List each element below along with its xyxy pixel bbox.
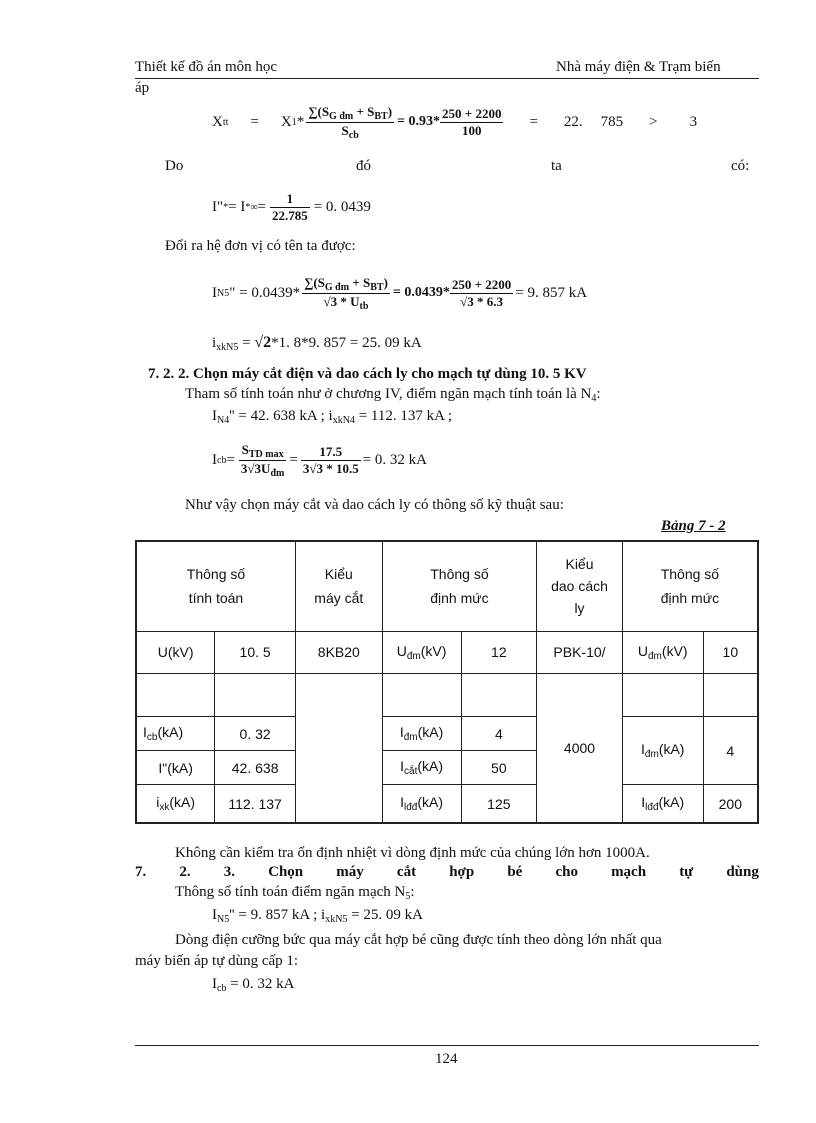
cell-rated-param-2: $U_{đm}(kV)$ [622,631,703,673]
table-row [136,717,758,751]
cell-rated-value: 125 [461,785,537,823]
header-rule [135,78,759,79]
cell-rated-value: 12 [461,631,537,673]
do-word: đó [356,158,371,174]
equation-ixk: $i_{xkN5} = √2*1$. 8*9. 857 = 25. 09 kA [212,334,422,353]
cell-breaker-type: 8KB20 [295,631,382,673]
cell-param: I"(kA) [136,751,215,785]
header-rated: Thông số định mức [382,541,537,631]
section-heading-723: 7. 2. 3. Chọn máy cắt hợp bé cho mạch tự dùng [135,864,759,880]
equation-i-star: I" * = I *∞ = $\frac{1}{22.785}$ = 0. 0439 [212,190,371,223]
table-row [136,631,758,673]
header-right: Nhà máy điện & Trạm biến [556,59,721,75]
equation-icb: I cb = $\frac{S_{TD max}}{3√3U_{đm}}$ = $\frac{17.5}{3√3 * 10.5}$ = 0. 32 kA [212,441,428,479]
equation-xtt: X tt = X 1 * $\frac{\sum(S_{G đm} + S_{BT})}{S_{cb}}$ = 0.93* $\frac{250 + 2200}{100}$ = 22. 785 > 3 [212,103,698,141]
cell-rated-param-2: $I_{lđđ}(kA)$ [622,785,703,823]
table-caption: Bảng 7 - 2 [661,518,726,534]
cell-rated-param-2: $I_{đm}(kA)$ [622,717,703,785]
cell-disconnector-rating: 4000 [537,673,623,823]
do-word: có: [731,158,750,174]
header-left: Thiết kế đồ án môn học [135,59,278,75]
section-heading-722: 7. 2. 2. Chọn máy cắt điện và dao cách ly cho mạch tự dùng 10. 5 KV [148,366,587,382]
cell-breaker-type-empty [295,673,382,823]
cell-rated-value-2: 4 [703,717,758,785]
do-word: Do [165,158,184,174]
cell-value: 0. 32 [215,717,296,751]
cell-rated-param: $I_{đm}(kA)$ [382,717,461,751]
cell-rated-param: $U_{đm}(kV)$ [382,631,461,673]
param-line: Tham số tính toán như ở chương IV, điểm ngăn mạch tính toán là $N_4$: [185,386,601,404]
cell-rated-value-2: 200 [703,785,758,823]
cell-disconnector-type: PBK-10/ [537,631,623,673]
no-check-text: Không cần kiểm tra ổn định nhiệt vì dòng định mức của chúng lớn hơn 1000A. [175,845,650,861]
page-number: 124 [435,1051,458,1067]
in5-line: $I_{N5}'' = 9$. 857 kA ; $i_{xkN5} = 25$. 09 kA [212,907,423,925]
cell-value: 10. 5 [215,631,296,673]
header-breaker-type: Kiểu máy cắt [295,541,382,631]
cell-rated-value: 4 [461,717,537,751]
table-row-empty [136,673,758,716]
cell-param: U(kV) [136,631,215,673]
equation-in5: I N5 " = 0.0439* $\frac{\sum(S_{G đm} + S_{BT})}{√3 * U_{tb}}$ = 0.0439* $\frac{250 + 2200}{√3 * 6.3}$ = 9. 857 kA [212,274,588,312]
paragraph-line-2: máy biến áp tự dùng cấp 1: [135,953,299,969]
cell-value: 42. 638 [215,751,296,785]
cell-value: 112. 137 [215,785,296,823]
cell-rated-value-2: 10 [703,631,758,673]
cell-param: $I_{cb}(kA)$ [136,717,215,751]
cell-rated-param: $I_{cắt}(kA)$ [382,751,461,785]
cell-rated-param: $I_{lđđ}(kA)$ [382,785,461,823]
icb-final: $I_{cb} = 0$. 32 kA [212,976,295,994]
param5-line: Thông số tính toán điểm ngăn mạch $N_5$: [175,884,415,902]
choose-text: Như vậy chọn máy cắt và dao cách ly có thông số kỹ thuật sau: [185,497,564,513]
table-row [136,785,758,823]
paragraph-line-1: Dòng điện cưỡng bức qua máy cắt hợp bé cũng được tính theo dòng lớn nhất qua [175,932,662,948]
in4-line: $I_{N4}'' = 42$. 638 kA ; $i_{xkN4} = 112$. 137 kA ; [212,408,453,426]
spec-table [135,540,759,824]
header-calc: Thông số tính toán [136,541,295,631]
header-disconnector-type: Kiểu dao cách ly [537,541,623,631]
header-rated-2: Thông số định mức [622,541,758,631]
convert-text: Đổi ra hệ đơn vị có tên ta được: [165,238,356,254]
table-header-row [136,541,758,631]
cell-param: $i_{xk}(kA)$ [136,785,215,823]
do-word: ta [551,158,562,174]
footer-rule [135,1045,759,1046]
header-wrap: áp [135,80,150,96]
cell-rated-value: 50 [461,751,537,785]
